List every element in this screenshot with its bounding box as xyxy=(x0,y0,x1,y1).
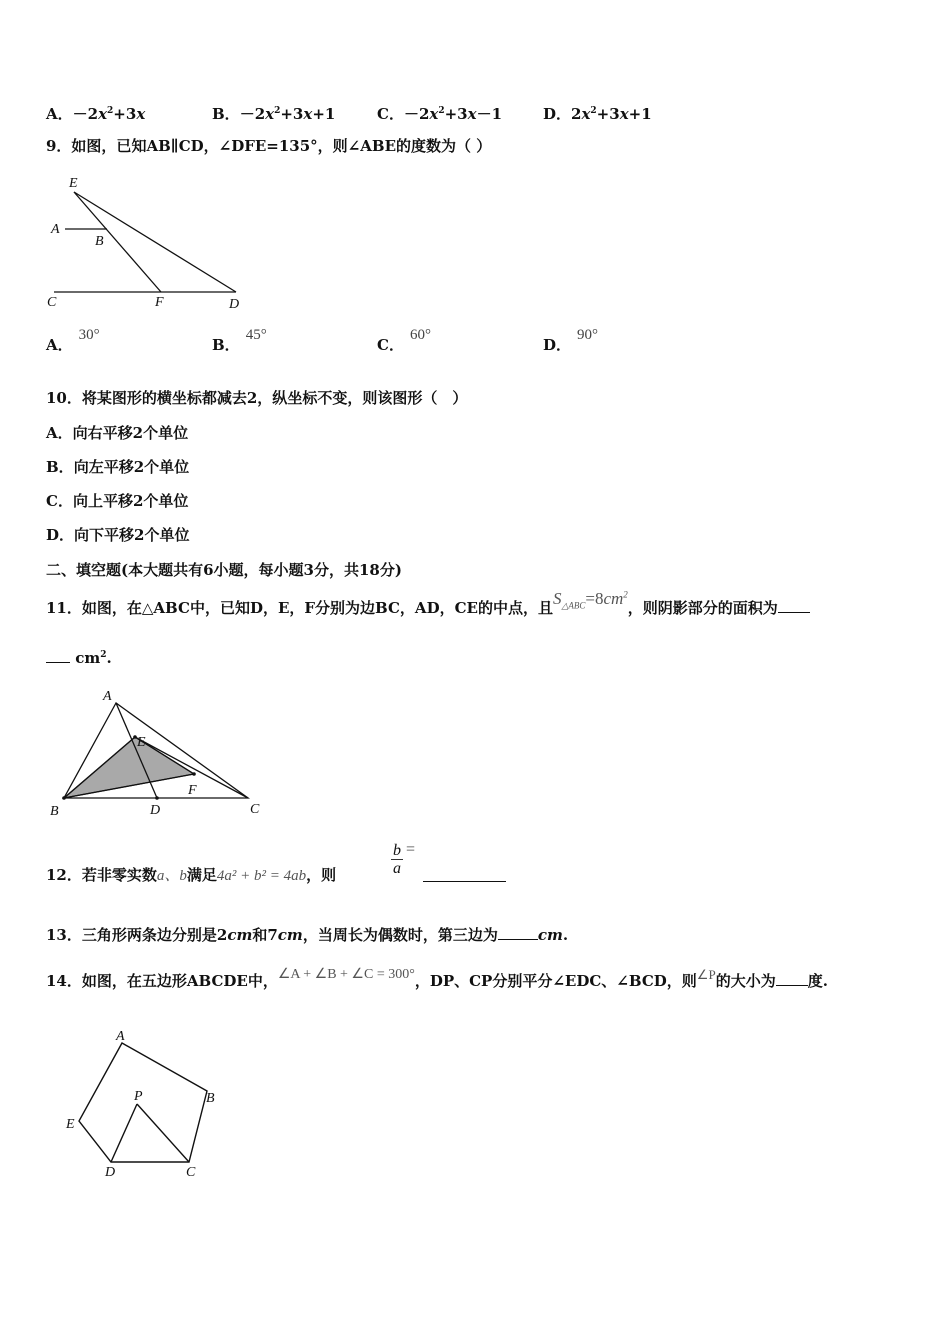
q11-unit-line: $cm^2$. xyxy=(46,648,112,667)
q14-label-c: C xyxy=(186,1165,196,1180)
q9-option-b: B．45° xyxy=(212,327,267,354)
q14-label-d: D xyxy=(105,1165,116,1180)
q9-label-b: B xyxy=(95,234,104,249)
q12-fraction: $\frac{b}{a}$ = xyxy=(393,841,416,877)
q13-answer-blank[interactable] xyxy=(498,925,538,940)
q9-label-d: D xyxy=(229,297,240,312)
q11-label-c: C xyxy=(250,802,260,817)
q9-label-e: E xyxy=(69,176,78,191)
q9-question: 9．如图，已知AB∥CD，∠DFE=135°，则∠ABE的度数为（ ） xyxy=(46,137,492,155)
q9-label-f: F xyxy=(155,295,164,310)
q11-label-a: A xyxy=(103,689,112,704)
q14-label-p: P xyxy=(134,1089,143,1104)
q14-question: 14．如图，在五边形ABCDE中，∠A + ∠B + ∠C = 300°，DP、CP分别平分∠EDC、∠BCD，则∠P的大小为 度. xyxy=(46,967,828,990)
q11-answer-blank[interactable] xyxy=(778,598,810,613)
q14-label-a: A xyxy=(116,1029,125,1044)
q14-answer-blank[interactable] xyxy=(776,971,808,986)
q10-question: 10．将某图形的横坐标都减去2，纵坐标不变，则该图形（ ） xyxy=(46,389,468,407)
q8-option-c: C．$-2x^2+3x-1$ xyxy=(377,105,503,123)
q9-label-c: C xyxy=(47,295,57,310)
q14-line-dp xyxy=(111,1104,137,1162)
q11-figure xyxy=(40,686,270,821)
q11-label-e: E xyxy=(137,735,146,750)
q9-option-a: A．30° xyxy=(46,327,100,354)
q14-label-b: B xyxy=(206,1091,215,1106)
q14-pentagon xyxy=(79,1043,207,1162)
q9-line-ef xyxy=(74,192,161,292)
q8-option-d: D．$2x^2+3x+1$ xyxy=(543,105,652,123)
q11-answer-blank-cont[interactable] xyxy=(46,648,70,663)
q14-figure xyxy=(60,1030,240,1180)
section-title: 二、填空题(本大题共有6小题，每小题3分，共18分) xyxy=(46,561,402,579)
q14-line-cp xyxy=(137,1104,189,1162)
q9-option-c: C．60° xyxy=(377,327,431,354)
q8-option-b: B．$-2x^2+3x+1$ xyxy=(212,105,336,123)
q12-question: 12．若非零实数a、b满足4a² + b² = 4ab，则 xyxy=(46,866,337,884)
q11-label-b: B xyxy=(50,804,59,819)
q11-label-d: D xyxy=(150,803,161,818)
q11-shaded-region xyxy=(64,737,194,798)
q13-question: 13．三角形两条边分别是2cm和7cm，当周长为偶数时，第三边为 cm. xyxy=(46,926,569,944)
q10-option-d: D．向下平移2个单位 xyxy=(46,526,190,544)
q10-option-c: C．向上平移2个单位 xyxy=(46,492,189,510)
q11-question: 11．如图，在△ABC中，已知D，E，F分别为边BC，AD，CE的中点，且$S_{\triangle ABC}=8cm^2$，则阴影部分的面积为 xyxy=(46,598,810,623)
q8-option-a: A．$-2x^2+3x$ xyxy=(46,105,146,123)
q9-figure xyxy=(40,170,250,315)
q10-option-a: A．向右平移2个单位 xyxy=(46,424,189,442)
q10-option-b: B．向左平移2个单位 xyxy=(46,458,190,476)
q9-label-a: A xyxy=(51,222,60,237)
q14-label-e: E xyxy=(66,1117,75,1132)
q12-answer-blank[interactable] xyxy=(423,867,506,882)
q9-option-d: D．90° xyxy=(543,327,599,354)
q11-label-f: F xyxy=(188,783,197,798)
